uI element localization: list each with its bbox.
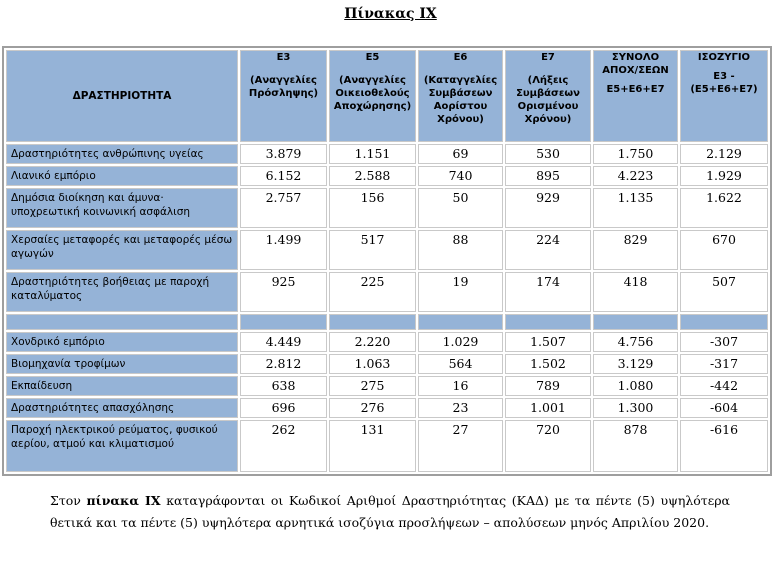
row-value: 156 bbox=[329, 188, 416, 228]
row-value: 517 bbox=[329, 230, 416, 270]
table-row bbox=[6, 376, 768, 396]
row-value: 2.588 bbox=[329, 166, 416, 186]
row-value: -307 bbox=[680, 332, 768, 352]
row-value: 720 bbox=[505, 420, 591, 472]
paragraph-text-end: καταγράφονται οι Κωδικοί Αριθμοί Δραστηριότητας (ΚΑΔ) με τα πέντε (5) υψηλότερα θετικά και τα πέντε (5) υψηλότερα αρνητικά ισοζύγια προσλήψεων – απολύσεων μηνός Απριλίου 2020. bbox=[50, 493, 730, 530]
row-value: 1.063 bbox=[329, 354, 416, 374]
table-header-row bbox=[6, 50, 768, 142]
header-e7-code: Ε7 bbox=[541, 52, 555, 63]
row-value: 2.220 bbox=[329, 332, 416, 352]
row-value: 829 bbox=[593, 230, 678, 270]
row-value: 789 bbox=[505, 376, 591, 396]
header-e7 bbox=[505, 50, 591, 142]
row-value: 2.757 bbox=[240, 188, 327, 228]
table-row bbox=[6, 332, 768, 352]
row-value: -604 bbox=[680, 398, 768, 418]
data-table bbox=[2, 46, 772, 476]
row-value: 895 bbox=[505, 166, 591, 186]
table-row bbox=[6, 144, 768, 164]
row-value: 50 bbox=[418, 188, 503, 228]
row-activity-name: Δραστηριότητες ανθρώπινης υγείας bbox=[6, 144, 238, 164]
header-e7-desc: (Λήξεις Συμβάσεων Ορισμένου Χρόνου) bbox=[516, 75, 580, 125]
row-value: 6.152 bbox=[240, 166, 327, 186]
header-balance-desc: Ε3 - (Ε5+Ε6+Ε7) bbox=[690, 71, 758, 95]
row-value: 740 bbox=[418, 166, 503, 186]
row-value: 275 bbox=[329, 376, 416, 396]
row-value: 1.929 bbox=[680, 166, 768, 186]
header-total-code: ΣΥΝΟΛΟ ΑΠΟΧ/ΣΕΩΝ bbox=[602, 52, 669, 76]
header-balance bbox=[680, 50, 768, 142]
header-e6 bbox=[418, 50, 503, 142]
row-value: 2.129 bbox=[680, 144, 768, 164]
header-e6-code: Ε6 bbox=[453, 52, 468, 63]
row-activity-name: Δραστηριότητες βοήθειας με παροχή καταλύματος bbox=[6, 272, 238, 312]
table-row bbox=[6, 354, 768, 374]
row-value: 3.879 bbox=[240, 144, 327, 164]
row-value: 276 bbox=[329, 398, 416, 418]
header-total bbox=[593, 50, 678, 142]
row-value: 69 bbox=[418, 144, 503, 164]
paragraph-text-start: Στον bbox=[50, 493, 87, 508]
row-activity-name: Λιανικό εμπόριο bbox=[6, 166, 238, 186]
header-e5 bbox=[329, 50, 416, 142]
row-value: 225 bbox=[329, 272, 416, 312]
table-row bbox=[6, 230, 768, 270]
paragraph-bold-ref: πίνακα ΙΧ bbox=[86, 493, 161, 508]
row-value: 564 bbox=[418, 354, 503, 374]
row-value: 174 bbox=[505, 272, 591, 312]
header-e3-desc: (Αναγγελίες Πρόσληψης) bbox=[248, 75, 319, 99]
row-activity-name: Βιομηχανία τροφίμων bbox=[6, 354, 238, 374]
row-value: 1.029 bbox=[418, 332, 503, 352]
description-paragraph bbox=[50, 490, 730, 534]
negative-rows bbox=[6, 332, 768, 472]
row-value: 224 bbox=[505, 230, 591, 270]
table-row bbox=[6, 166, 768, 186]
row-value: 4.756 bbox=[593, 332, 678, 352]
row-value: -317 bbox=[680, 354, 768, 374]
row-value: 530 bbox=[505, 144, 591, 164]
row-value: 4.449 bbox=[240, 332, 327, 352]
header-e5-code: Ε5 bbox=[365, 52, 380, 63]
row-value: 670 bbox=[680, 230, 768, 270]
header-balance-code: ΙΣΟΖΥΓΙΟ bbox=[697, 52, 751, 63]
row-value: 1.507 bbox=[505, 332, 591, 352]
row-value: 1.502 bbox=[505, 354, 591, 374]
row-value: 27 bbox=[418, 420, 503, 472]
row-value: 1.300 bbox=[593, 398, 678, 418]
header-e5-desc: (Αναγγελίες Οικειοθελούς Αποχώρησης) bbox=[333, 75, 412, 112]
row-value: 1.080 bbox=[593, 376, 678, 396]
row-value: 88 bbox=[418, 230, 503, 270]
row-value: 2.812 bbox=[240, 354, 327, 374]
row-value: 1.151 bbox=[329, 144, 416, 164]
row-value: 1.135 bbox=[593, 188, 678, 228]
row-value: 23 bbox=[418, 398, 503, 418]
table-row bbox=[6, 272, 768, 312]
row-value: 262 bbox=[240, 420, 327, 472]
row-activity-name: Δραστηριότητες απασχόλησης bbox=[6, 398, 238, 418]
row-activity-name: Παροχή ηλεκτρικού ρεύματος, φυσικού αερίου, ατμού και κλιματισμού bbox=[6, 420, 238, 472]
row-value: 3.129 bbox=[593, 354, 678, 374]
separator-row bbox=[6, 314, 768, 330]
table-row bbox=[6, 188, 768, 228]
row-value: 878 bbox=[593, 420, 678, 472]
row-value: 696 bbox=[240, 398, 327, 418]
row-value: 929 bbox=[505, 188, 591, 228]
header-e6-desc: (Καταγγελίες Συμβάσεων Αορίστου Χρόνου) bbox=[423, 75, 498, 125]
row-value: 19 bbox=[418, 272, 503, 312]
row-value: -616 bbox=[680, 420, 768, 472]
positive-rows bbox=[6, 144, 768, 312]
row-activity-name: Εκπαίδευση bbox=[6, 376, 238, 396]
row-value: 638 bbox=[240, 376, 327, 396]
row-activity-name: Δημόσια διοίκηση και άμυνα· υποχρεωτική κοινωνική ασφάλιση bbox=[6, 188, 238, 228]
row-activity-name: Χονδρικό εμπόριο bbox=[6, 332, 238, 352]
row-value: 1.499 bbox=[240, 230, 327, 270]
row-value: 1.622 bbox=[680, 188, 768, 228]
header-total-desc: Ε5+Ε6+Ε7 bbox=[606, 84, 665, 95]
table-title: Πίνακας ΙΧ bbox=[344, 6, 437, 22]
header-activity: ΔΡΑΣΤΗΡΙΟΤΗΤΑ bbox=[6, 50, 238, 142]
row-value: 507 bbox=[680, 272, 768, 312]
row-value: 16 bbox=[418, 376, 503, 396]
row-value: 1.750 bbox=[593, 144, 678, 164]
row-activity-name: Χερσαίες μεταφορές και μεταφορές μέσω αγωγών bbox=[6, 230, 238, 270]
table-row bbox=[6, 398, 768, 418]
row-value: 1.001 bbox=[505, 398, 591, 418]
row-value: 4.223 bbox=[593, 166, 678, 186]
row-value: 925 bbox=[240, 272, 327, 312]
table-row bbox=[6, 420, 768, 472]
row-value: 131 bbox=[329, 420, 416, 472]
row-value: -442 bbox=[680, 376, 768, 396]
header-e3 bbox=[240, 50, 327, 142]
header-e3-code: Ε3 bbox=[276, 52, 291, 63]
row-value: 418 bbox=[593, 272, 678, 312]
